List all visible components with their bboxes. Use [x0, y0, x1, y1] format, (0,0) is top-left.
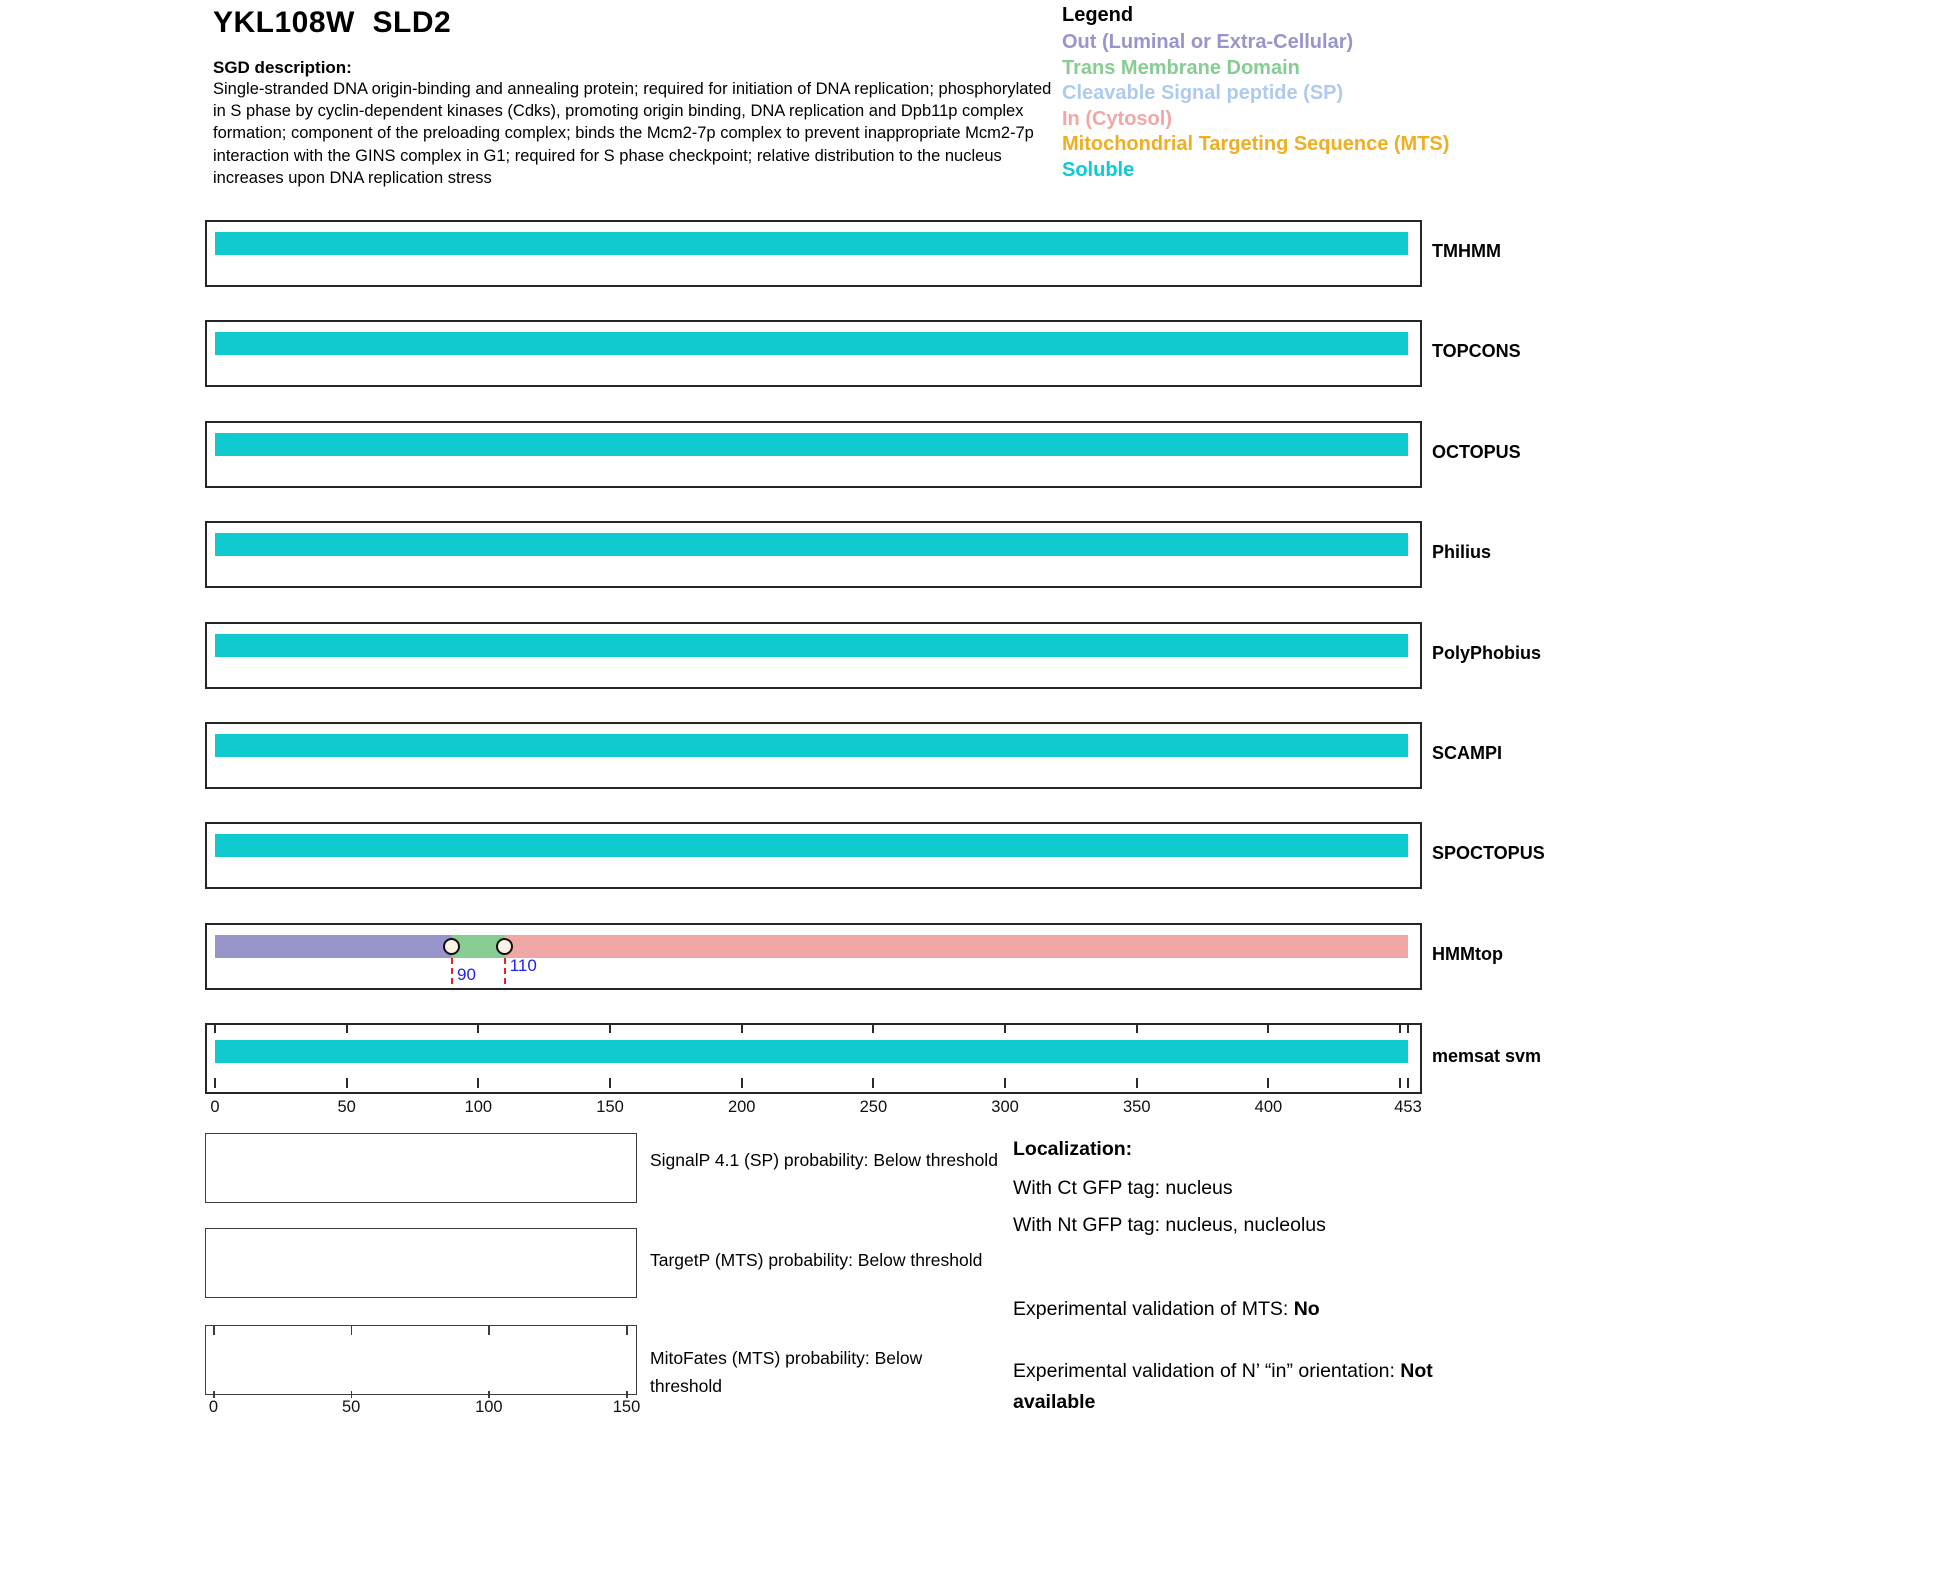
orientation-validation-value: Not available: [1013, 1360, 1433, 1413]
legend: [1062, 4, 1449, 183]
ruler-tick: [214, 1078, 216, 1088]
ruler-tick: [609, 1025, 611, 1033]
ruler-tick: [346, 1025, 348, 1033]
track-label-philius: Philius: [1432, 541, 1492, 562]
plot-tick: [488, 1391, 490, 1398]
track-segment-soluble: [215, 533, 1408, 556]
legend-item-tm: Trans Membrane Domain: [1062, 56, 1300, 79]
track-box-hmmtop: [205, 923, 1422, 990]
axis-tick-label: 0: [210, 1098, 220, 1116]
track-label-octopus: OCTOPUS: [1432, 441, 1521, 462]
plot-tick: [488, 1326, 490, 1335]
orientation-validation-text: Experimental validation of N’ “in” orientation:: [1013, 1360, 1401, 1382]
localization-nt-gfp: With Nt GFP tag: nucleus, nucleolus: [1013, 1214, 1326, 1236]
ruler-tick: [872, 1078, 874, 1088]
signalp-plot-label: SignalP 4.1 (SP) probability: Below threshold: [650, 1150, 998, 1170]
ruler-tick: [1267, 1025, 1269, 1033]
plot-tick: [351, 1326, 353, 1335]
boundary-line: [451, 958, 453, 984]
probability-plot-2: [205, 1325, 637, 1395]
plot-axis-tick-label: 100: [475, 1398, 503, 1416]
track-segment-soluble: [215, 834, 1408, 857]
localization-heading: Localization:: [1013, 1138, 1133, 1160]
plot-tick: [351, 1391, 353, 1398]
legend-item-in: In (Cytosol): [1062, 107, 1172, 130]
ruler-tick: [1267, 1078, 1269, 1088]
track-box-polyphobius: [205, 622, 1422, 689]
axis-tick-label: 453: [1394, 1098, 1422, 1116]
track-segment-soluble: [215, 634, 1408, 657]
track-label-scampi: SCAMPI: [1432, 742, 1503, 763]
ruler-tick: [1136, 1025, 1138, 1033]
ruler-tick: [1004, 1025, 1006, 1033]
ruler-tick: [609, 1078, 611, 1088]
legend-title: Legend: [1062, 4, 1134, 26]
mts-validation-value: No: [1293, 1298, 1320, 1320]
plot-axis-tick-label: 150: [612, 1398, 641, 1416]
track-label-hmmtop: HMMtop: [1432, 943, 1503, 964]
axis-tick-label: 350: [1122, 1098, 1151, 1116]
ruler-tick: [477, 1078, 479, 1088]
track-box-philius: [205, 521, 1422, 588]
track-segment-soluble: [215, 433, 1408, 456]
ruler-tick: [1004, 1078, 1006, 1088]
probability-plot-0: [205, 1133, 637, 1203]
axis-tick-label: 300: [991, 1098, 1019, 1116]
ruler-tick: [872, 1025, 874, 1033]
ruler-tick: [214, 1025, 216, 1033]
track-segment-in: [505, 935, 1408, 958]
page-title: YKL108W SLD2: [213, 6, 452, 39]
ruler-tick: [741, 1025, 743, 1033]
track-label-tmhmm: TMHMM: [1432, 240, 1501, 261]
axis-tick-label: 200: [727, 1098, 756, 1116]
plot-axis-tick-label: 0: [208, 1398, 219, 1416]
legend-item-soluble: Soluble: [1062, 158, 1135, 181]
legend-items: [1062, 30, 1449, 183]
track-label-polyphobius: PolyPhobius: [1432, 642, 1542, 663]
legend-item-mts: Mitochondrial Targeting Sequence (MTS): [1062, 133, 1450, 155]
ruler-tick: [1399, 1025, 1401, 1033]
track-segment-soluble: [215, 734, 1408, 757]
track-box-octopus: [205, 421, 1422, 488]
plot-tick: [213, 1326, 215, 1335]
plot-tick: [213, 1391, 215, 1398]
mts-validation: [1013, 1298, 1320, 1321]
localization-ct-gfp: With Ct GFP tag: nucleus: [1013, 1177, 1233, 1199]
probability-plot-1: [205, 1228, 637, 1298]
boundary-marker-icon: [496, 938, 513, 955]
axis-tick-label: 400: [1254, 1098, 1283, 1116]
plot-axis-tick-label: 50: [341, 1398, 361, 1416]
boundary-position-label: 90: [457, 965, 476, 984]
axis-tick-label: 250: [859, 1098, 888, 1116]
track-box-topcons: [205, 320, 1422, 387]
axis-tick-label: 150: [596, 1098, 624, 1116]
track-segment-soluble: [215, 232, 1408, 255]
mitofates-plot-label: MitoFates (MTS) probability: Below threshold: [650, 1348, 923, 1396]
ruler-tick: [346, 1078, 348, 1088]
plot-tick: [626, 1326, 628, 1335]
sgd-description-text: Single-stranded DNA origin-binding and annealing protein; required for initiation of DNA replication; phosphorylated in S phase by cyclin-dependent kinases (Cdks), promoting origin binding, DNA replication and Dpb11p complex formation; component of the preloading complex; binds the Mcm2-7p complex to prevent inappropriate Mcm2-7p interaction with the GINS complex in G1; required for S phase checkpoint; relative distribution to the nucleus increases upon DNA replication stress: [213, 80, 1052, 187]
track-label-topcons: TOPCONS: [1432, 340, 1521, 361]
ruler-tick: [477, 1025, 479, 1033]
track-box-tmhmm: [205, 220, 1422, 287]
track-box-spoctopus: [205, 822, 1422, 889]
boundary-position-label: 110: [509, 956, 537, 975]
boundary-line: [504, 958, 506, 984]
ruler-tick: [1407, 1025, 1409, 1033]
axis-tick-label: 100: [464, 1098, 493, 1116]
boundary-marker-icon: [443, 938, 460, 955]
track-segment-soluble: [215, 332, 1408, 355]
orientation-validation: [1013, 1356, 1491, 1418]
axis-tick-label: 50: [337, 1098, 356, 1116]
track-label-spoctopus: SPOCTOPUS: [1432, 842, 1545, 863]
ruler-tick: [741, 1078, 743, 1088]
ruler-tick: [1407, 1078, 1409, 1088]
sgd-description-label: SGD description:: [213, 58, 352, 77]
legend-item-out: Out (Luminal or Extra-Cellular): [1062, 31, 1354, 53]
track-segment-out: [215, 935, 452, 958]
plot-tick: [626, 1391, 628, 1398]
track-segment-soluble: [215, 1040, 1408, 1063]
track-label-memsat-svm: memsat svm: [1432, 1045, 1542, 1066]
track-box-memsat-svm: [205, 1023, 1422, 1094]
ruler-tick: [1399, 1078, 1401, 1088]
ruler-tick: [1136, 1078, 1138, 1088]
targetp-plot-label: TargetP (MTS) probability: Below threshold: [650, 1250, 983, 1270]
track-box-scampi: [205, 722, 1422, 789]
legend-item-sp: Cleavable Signal peptide (SP): [1062, 82, 1344, 104]
mts-validation-text: Experimental validation of MTS:: [1013, 1298, 1294, 1320]
